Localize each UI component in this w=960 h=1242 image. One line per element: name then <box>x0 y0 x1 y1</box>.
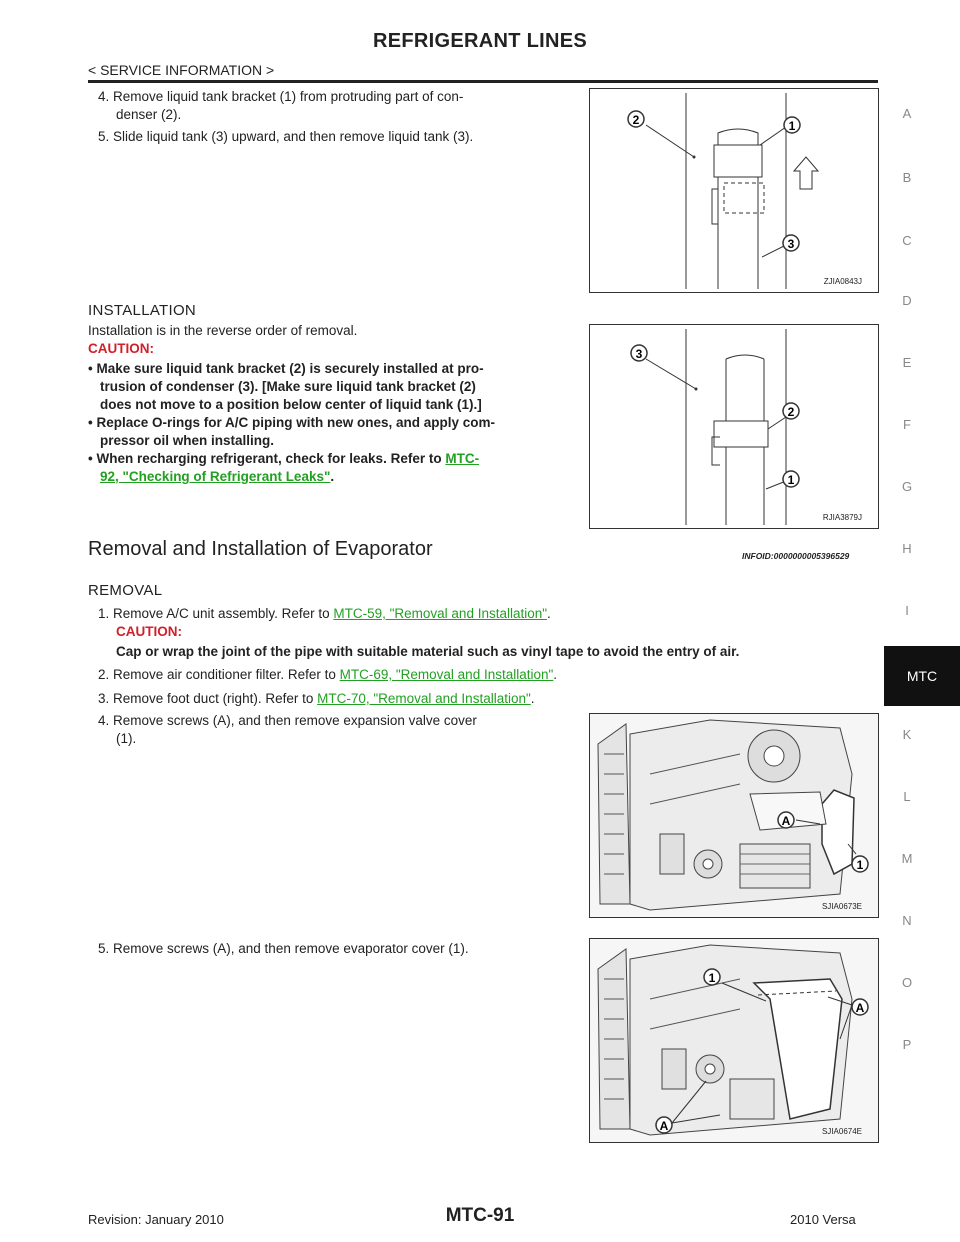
svg-text:2: 2 <box>787 405 795 419</box>
step-4-line-2: denser (2). <box>116 107 182 122</box>
installation-heading: INSTALLATION <box>88 302 197 319</box>
svg-text:A: A <box>855 1001 865 1015</box>
callout-a-lower <box>656 1117 672 1133</box>
link-mtc-92-refrigerant-leaks[interactable]: MTC- <box>445 451 480 466</box>
evap-step-5: 5. Remove screws (A), and then remove evaporator cover (1). <box>98 941 469 956</box>
figure-evaporator-cover <box>589 938 879 1143</box>
evap-step-2-end: . <box>553 667 558 682</box>
callout-1 <box>783 471 799 487</box>
svg-text:1: 1 <box>708 971 716 985</box>
index-letter-c[interactable]: C <box>902 233 912 248</box>
index-letter-o[interactable]: O <box>901 975 913 990</box>
evap-step-1-caution-label: CAUTION: <box>116 624 182 639</box>
evap-step-2-text: 2. Remove air conditioner filter. Refer to <box>98 667 340 682</box>
bullet-3-end: . <box>330 469 335 484</box>
svg-text:2: 2 <box>632 113 640 127</box>
index-letter-p[interactable]: P <box>902 1037 912 1052</box>
figure-code: RJIA3879J <box>822 513 862 522</box>
figure-code: ZJIA0843J <box>823 277 862 286</box>
callout-a-upper <box>852 999 868 1015</box>
link-mtc-92-refrigerant-leaks-cont[interactable]: 92, "Checking of Refrigerant Leaks" <box>100 469 331 484</box>
step-4-line-1: 4. Remove liquid tank bracket (1) from protruding part of con- <box>98 89 464 104</box>
page-number: MTC-91 <box>445 1205 515 1226</box>
index-letter-f[interactable]: F <box>903 417 911 432</box>
index-tab-mtc[interactable]: MTC <box>884 646 960 706</box>
svg-text:3: 3 <box>635 347 643 361</box>
index-letter-h[interactable]: H <box>902 541 912 556</box>
svg-text:3: 3 <box>787 237 795 251</box>
figure-expansion-valve-cover <box>589 713 879 918</box>
evap-step-1-text: 1. Remove A/C unit assembly. Refer to <box>98 606 334 621</box>
footer-revision: Revision: January 2010 <box>88 1212 224 1227</box>
bullet-2-line-2: pressor oil when installing. <box>100 433 275 448</box>
callout-3 <box>783 235 799 251</box>
step-5-liquid-tank: 5. Slide liquid tank (3) upward, and then remove liquid tank (3). <box>98 129 474 144</box>
section-tag: < SERVICE INFORMATION > <box>88 62 275 78</box>
evaporator-cover-illustration <box>590 939 878 1142</box>
svg-text:A: A <box>659 1119 669 1133</box>
evap-step-4-line-2: (1). <box>116 731 137 746</box>
bullet-3-text: • When recharging refrigerant, check for leaks. Refer to <box>88 451 446 466</box>
evap-step-1-caution-text: Cap or wrap the joint of the pipe with suitable material such as vinyl tape to avoid the entry of air. <box>116 644 740 659</box>
svg-text:1: 1 <box>788 119 796 133</box>
index-letter-d[interactable]: D <box>902 293 912 308</box>
link-mtc-59-removal-installation[interactable]: MTC-59, "Removal and Installation" <box>333 606 548 621</box>
index-letter-e[interactable]: E <box>902 355 912 370</box>
installation-intro: Installation is in the reverse order of removal. <box>88 323 358 338</box>
callout-1 <box>784 117 800 133</box>
evap-step-4-line-1: 4. Remove screws (A), and then remove expansion valve cover <box>98 713 477 728</box>
evap-step-2 <box>98 666 798 684</box>
index-letter-l[interactable]: L <box>903 789 911 804</box>
callout-1 <box>704 969 720 985</box>
page-title: REFRIGERANT LINES <box>373 30 587 52</box>
callout-2 <box>628 111 644 127</box>
index-letter-m[interactable]: M <box>901 851 913 866</box>
link-mtc-69-removal-installation[interactable]: MTC-69, "Removal and Installation" <box>339 667 554 682</box>
index-letter-n[interactable]: N <box>902 913 912 928</box>
evap-step-1-end: . <box>547 606 551 621</box>
expansion-valve-cover-illustration <box>590 714 878 917</box>
svg-text:A: A <box>781 814 791 828</box>
callout-1 <box>852 856 868 872</box>
header-rule <box>88 80 878 83</box>
liquid-tank-removal-illustration <box>590 89 878 292</box>
evap-step-1 <box>98 605 888 623</box>
evap-step-3-end: . <box>530 691 535 706</box>
figure-liquid-tank-installation <box>589 324 879 529</box>
index-letter-k[interactable]: K <box>902 727 912 742</box>
evap-step-4 <box>98 712 578 748</box>
bullet-2-line-1: • Replace O-rings for A/C piping with new ones, and apply com- <box>88 415 496 430</box>
index-letter-b[interactable]: B <box>902 170 912 185</box>
bullet-1-line-1: • Make sure liquid tank bracket (2) is securely installed at pro- <box>88 361 484 376</box>
evap-step-3 <box>98 690 798 708</box>
evaporator-heading: Removal and Installation of Evaporator <box>88 538 433 560</box>
index-letter-i[interactable]: I <box>905 603 909 618</box>
bullet-1-line-2: trusion of condenser (3). [Make sure liquid tank bracket (2) <box>100 379 476 394</box>
installation-bullet-2 <box>88 414 580 450</box>
svg-text:1: 1 <box>787 473 795 487</box>
figure-liquid-tank-removal <box>589 88 879 293</box>
bullet-1-line-3: does not move to a position below center of liquid tank (1).] <box>100 397 482 412</box>
figure-code: SJIA0673E <box>821 902 862 911</box>
installation-bullet-1 <box>88 360 580 414</box>
index-letter-g[interactable]: G <box>901 479 913 494</box>
evap-step-3-text: 3. Remove foot duct (right). Refer to <box>98 691 318 706</box>
info-id: INFOID:0000000005396529 <box>742 551 850 561</box>
step-4-liquid-tank <box>98 88 578 124</box>
callout-3 <box>631 345 647 361</box>
installation-caution-label: CAUTION: <box>88 341 154 356</box>
link-mtc-70-removal-installation[interactable]: MTC-70, "Removal and Installation" <box>317 691 531 706</box>
removal-heading: REMOVAL <box>88 582 163 599</box>
liquid-tank-installation-illustration <box>590 325 878 528</box>
callout-a <box>778 812 794 828</box>
footer-model: 2010 Versa <box>790 1212 856 1227</box>
figure-code: SJIA0674E <box>821 1127 862 1136</box>
installation-bullet-3 <box>88 450 580 486</box>
index-letter-a[interactable]: A <box>902 106 912 121</box>
callout-2 <box>783 403 799 419</box>
svg-text:1: 1 <box>856 858 864 872</box>
